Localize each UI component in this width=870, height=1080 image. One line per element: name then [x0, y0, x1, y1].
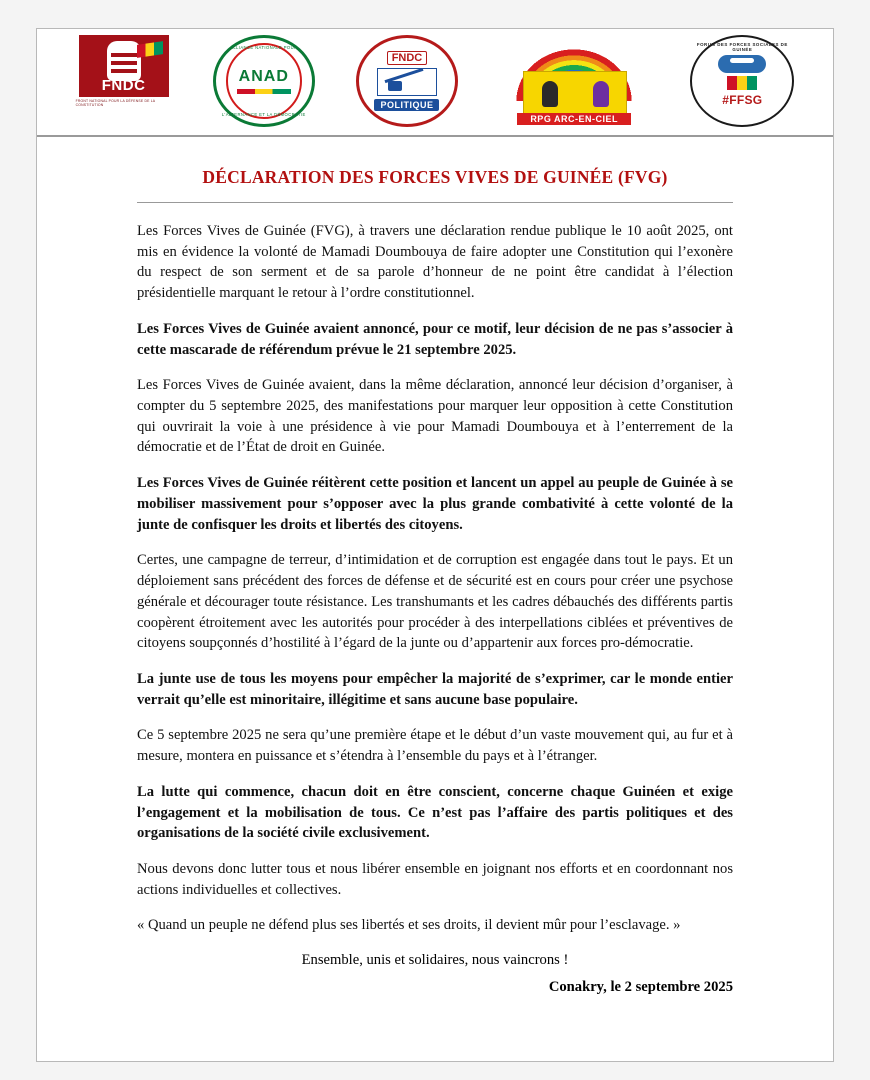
figure-icon [542, 81, 558, 107]
paragraph: Les Forces Vives de Guinée réitèrent cette position et lancent un appel au peuple de Guinée à se mobiliser massivement pour s’opposer avec la plus grande combativité à cette volonté de la junte de confisquer les droits et libertés des citoyens. [137, 475, 733, 533]
rpg-emblem-icon [523, 71, 627, 117]
ffsg-acronym: #FFSG [722, 93, 763, 107]
logo-header-bar [37, 29, 833, 137]
ballot-box-icon [377, 68, 437, 96]
rpg-label: RPG ARC-EN-CIEL [517, 113, 631, 125]
document-sheet [36, 28, 834, 1062]
paragraph: Nous devons donc lutter tous et nous libérer ensemble en joignant nos efforts et en coordonnant nos actions individuelles et collectives. [137, 860, 733, 898]
ffsg-ring-text: FORUM DES FORCES SOCIALES DE GUINÉE [696, 42, 788, 52]
paragraph: Ce 5 septembre 2025 ne sera qu’une première étape et le début d’un vaste mouvement qui, au fur et à mesure, montera en puissance et s’étendra à l’ensemble du pays et à l’étranger. [137, 727, 733, 765]
page-title: DÉCLARATION DES FORCES VIVES DE GUINÉE (FVG) [202, 167, 668, 187]
guinea-flag-icon [727, 76, 757, 90]
fndc-acronym: FNDC [101, 77, 146, 94]
paragraph: La junte use de tous les moyens pour empêcher la majorité de s’exprimer, car le monde entier verrait qu’elle est minoritaire, illégitime et sans aucune base populaire. [137, 670, 733, 708]
figure-icon [593, 81, 609, 107]
fndc-politique-bottom-label: POLITIQUE [374, 99, 439, 111]
title-divider [137, 202, 733, 203]
paragraph: Les Forces Vives de Guinée avaient annoncé, pour ce motif, leur décision de ne pas s’associer à cette mascarade de référendum prévue le 21 septembre 2025. [137, 320, 733, 358]
fndc-logo [76, 35, 172, 127]
ffsg-logo [690, 35, 794, 127]
anad-acronym: ANAD [238, 68, 289, 85]
anad-inner-circle [226, 43, 302, 119]
guinea-flag-icon [137, 41, 163, 58]
place-and-date: Conakry, le 2 septembre 2025 [548, 979, 733, 996]
paragraph: Les Forces Vives de Guinée (FVG), à travers une déclaration rendue publique le 10 août 2025, ont mis en évidence la volonté de Mamadi Doumbouya de faire adopter une Constitution qui l’exonère du respect de son serment et de sa parole d’honneur de ne point être candidat à l’élection présidentielle marquant le retour à l’ordre constitutionnel. [137, 223, 733, 302]
paragraph: Les Forces Vives de Guinée avaient, dans la même déclaration, annoncé leur décision d’organiser, à compter du 5 septembre 2025, des manifestations pour marquer leur opposition à cette Constitution qui ouvrirait la voie à une présidence à vie pour Mamadi Doumbouya et à l’enterrement de la démocratie et de l’État de droit en Guinée. [137, 377, 733, 456]
raised-fist-icon [107, 41, 141, 81]
anad-ring-top-text: ALLIANCE NATIONALE POUR [230, 45, 298, 50]
guinea-flag-icon [237, 89, 291, 94]
rpg-arc-en-ciel-logo [499, 35, 649, 127]
fndc-emblem-icon [79, 35, 169, 97]
fndc-tagline: FRONT NATIONAL POUR LA DÉFENSE DE LA CONSTITUTION [75, 99, 156, 107]
fndc-politique-top-label: FNDC [387, 51, 428, 65]
handshake-icon [718, 55, 766, 73]
quotation: « Quand un peuple ne défend plus ses libertés et ses droits, il devient mûr pour l’esclavage. » [137, 917, 681, 934]
anad-logo [213, 35, 315, 127]
document-body [37, 137, 833, 1061]
fndc-politique-logo [356, 35, 458, 127]
signoff-line: Ensemble, unis et solidaires, nous vaincrons ! [301, 952, 569, 969]
anad-ring-bottom-text: L’ALTERNANCE ET LA DÉMOCRATIE [221, 112, 306, 117]
paragraph: La lutte qui commence, chacun doit en être conscient, concerne chaque Guinéen et exige l’engagement et la mobilisation de tous. Ce n’est pas l’affaire des partis politiques et des organisations de la société civile exclusivement. [137, 783, 733, 842]
paragraph: Certes, une campagne de terreur, d’intimidation et de corruption est engagée dans tout le pays. Et un déploiement sans précédent des forces de défense et de sécurité est en cours pour créer une psychose générale et décourager toute résistance. Les transhumants et les cadres débauchés des différents partis coopèrent étroitement avec les autorités pour procéder à des interpellations ciblées et préventives de citoyens soupçonnés d’hostilité à l’égard de la junte ou d’appartenir aux forces pro-démocratie. [137, 552, 733, 652]
